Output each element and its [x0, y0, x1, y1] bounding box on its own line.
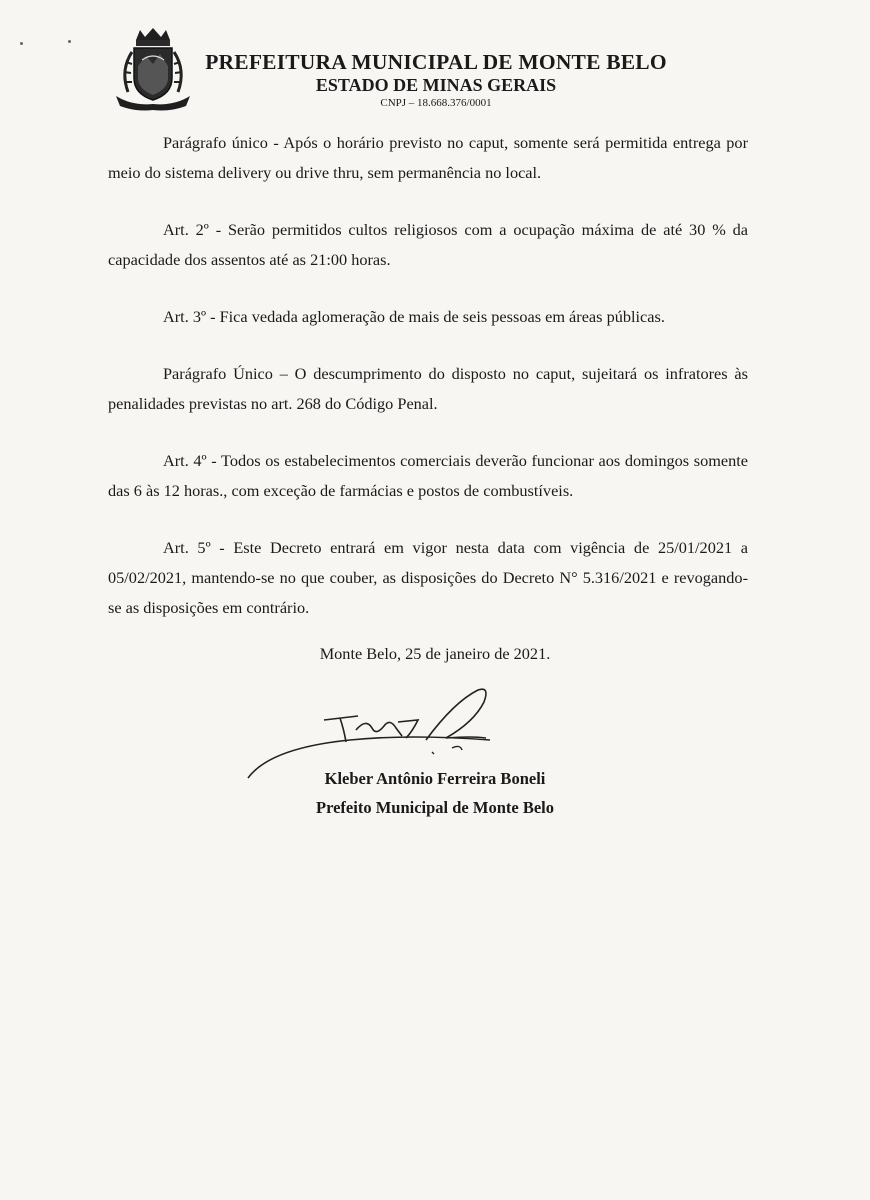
paragraph-article-3-single: Parágrafo Único – O descumprimento do disposto no caput, sujeitará os infratores às penalidades previstas no art. 268 do Código Penal. — [108, 364, 748, 413]
scan-speck — [68, 40, 71, 43]
decree-body — [108, 128, 748, 650]
letterhead-cnpj: CNPJ – 18.668.376/0001 — [380, 97, 492, 109]
coat-of-arms-icon — [112, 26, 194, 112]
scan-speck — [20, 42, 23, 45]
signer-name: Kleber Antônio Ferreira Boneli — [324, 769, 546, 788]
paragraph-single-paragraph: Parágrafo único - Após o horário previsto no caput, somente será permitida entrega por meio do sistema delivery ou drive thru, sem permanência no local. — [108, 133, 748, 182]
paragraph-article-5: Art. 5º - Este Decreto entrará em vigor nesta data com vigência de 25/01/2021 a 05/02/2021, mantendo-se no que couber, as disposições do Decreto N° 5.316/2021 e revogando-se as disposições em contrário. — [108, 538, 748, 617]
signer-role: Prefeito Municipal de Monte Belo — [316, 798, 554, 817]
signer-block — [0, 764, 870, 822]
paragraph-article-3: Art. 3º - Fica vedada aglomeração de mais de seis pessoas em áreas públicas. — [163, 307, 665, 326]
date-line: Monte Belo, 25 de janeiro de 2021. — [319, 644, 551, 663]
paragraph-article-2: Art. 2º - Serão permitidos cultos religiosos com a ocupação máxima de até 30 % da capacidade dos assentos até as 21:00 horas. — [108, 220, 748, 269]
letterhead-state: ESTADO DE MINAS GERAIS — [315, 75, 557, 95]
letterhead-title: PREFEITURA MUNICIPAL DE MONTE BELO — [205, 50, 667, 74]
paragraph-article-4: Art. 4º - Todos os estabelecimentos comerciais deverão funcionar aos domingos somente das 6 às 12 horas., com exceção de farmácias e postos de combustíveis. — [108, 451, 748, 500]
